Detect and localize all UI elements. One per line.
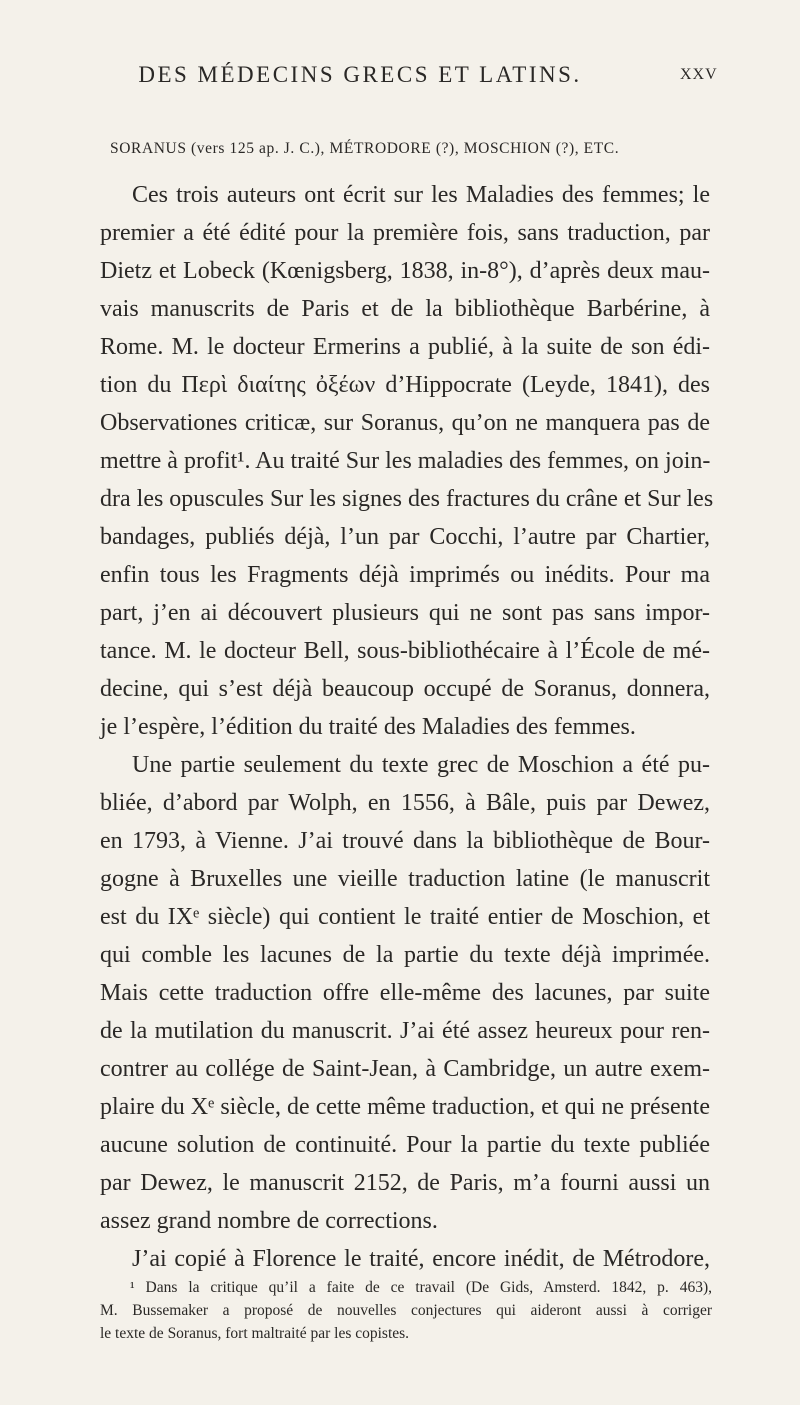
text-line: qui comble les lacunes de la partie du texte déjà imprimée. <box>100 942 710 968</box>
text-line: premier a été édité pour la première fois, sans traduction, par <box>100 220 710 246</box>
page-number: XXV <box>680 66 718 83</box>
text-line: Une partie seulement du texte grec de Moschion a été pu- <box>132 752 710 778</box>
footnote-line: M. Bussemaker a proposé de nouvelles conjectures qui aideront aussi à corriger <box>100 1302 712 1319</box>
text-line: gogne à Bruxelles une vieille traduction latine (le manuscrit <box>100 866 710 892</box>
text-line: Rome. M. le docteur Ermerins a publié, à la suite de son édi- <box>100 334 710 360</box>
text-line: enfin tous les Fragments déjà imprimés ou inédits. Pour ma <box>100 562 710 588</box>
text-line: est du IXᵉ siècle) qui contient le traité entier de Moschion, et <box>100 904 710 930</box>
text-line: de la mutilation du manuscrit. J’ai été assez heureux pour ren- <box>100 1018 710 1044</box>
text-line: je l’espère, l’édition du traité des Maladies des femmes. <box>100 714 636 740</box>
text-line: vais manuscrits de Paris et de la bibliothèque Barbérine, à <box>100 296 710 322</box>
text-line: contrer au collége de Saint-Jean, à Cambridge, un autre exem- <box>100 1056 710 1082</box>
text-line: tance. M. le docteur Bell, sous-bibliothécaire à l’École de mé- <box>100 638 710 664</box>
footnote <box>100 1276 712 1345</box>
text-line: bliée, d’abord par Wolph, en 1556, à Bâle, puis par Dewez, <box>100 790 710 816</box>
text-line: par Dewez, le manuscrit 2152, de Paris, m’a fourni aussi un <box>100 1170 710 1196</box>
footnote-line: le texte de Soranus, fort maltraité par les copistes. <box>100 1325 410 1342</box>
text-line: tion du Περὶ διαίτης ὀξέων d’Hippocrate (Leyde, 1841), des <box>100 372 710 398</box>
body-text <box>100 176 714 1278</box>
text-line: dra les opuscules Sur les signes des fractures du crâne et Sur les <box>100 486 714 512</box>
text-line: en 1793, à Vienne. J’ai trouvé dans la bibliothèque de Bour- <box>100 828 710 854</box>
text-line: mettre à profit¹. Au traité Sur les maladies des femmes, on join- <box>100 448 711 474</box>
text-line: Ces trois auteurs ont écrit sur les Maladies des femmes; le <box>132 182 710 208</box>
text-line: plaire du Xᵉ siècle, de cette même traduction, et qui ne présente <box>100 1094 710 1120</box>
text-line: Dietz et Lobeck (Kœnigsberg, 1838, in-8°), d’après deux mau- <box>100 258 710 284</box>
text-line: bandages, publiés déjà, l’un par Cocchi, l’autre par Chartier, <box>100 524 710 550</box>
text-line: assez grand nombre de corrections. <box>100 1208 438 1234</box>
text-line: J’ai copié à Florence le traité, encore inédit, de Métrodore, <box>132 1246 710 1272</box>
section-heading: SORANUS (vers 125 ap. J. C.), MÉTRODORE (?), MOSCHION (?), ETC. <box>110 140 620 157</box>
text-line: part, j’en ai découvert plusieurs qui ne sont pas sans impor- <box>100 600 710 626</box>
running-title: DES MÉDECINS GRECS ET LATINS. <box>138 62 582 87</box>
text-line: Mais cette traduction offre elle-même des lacunes, par suite <box>100 980 710 1006</box>
text-line: decine, qui s’est déjà beaucoup occupé de Soranus, donnera, <box>100 676 710 702</box>
text-line: aucune solution de continuité. Pour la partie du texte publiée <box>100 1132 710 1158</box>
footnote-line: ¹ Dans la critique qu’il a faite de ce travail (De Gids, Amsterd. 1842, p. 463), <box>130 1279 712 1296</box>
text-line: Observationes criticæ, sur Soranus, qu’on ne manquera pas de <box>100 410 710 436</box>
